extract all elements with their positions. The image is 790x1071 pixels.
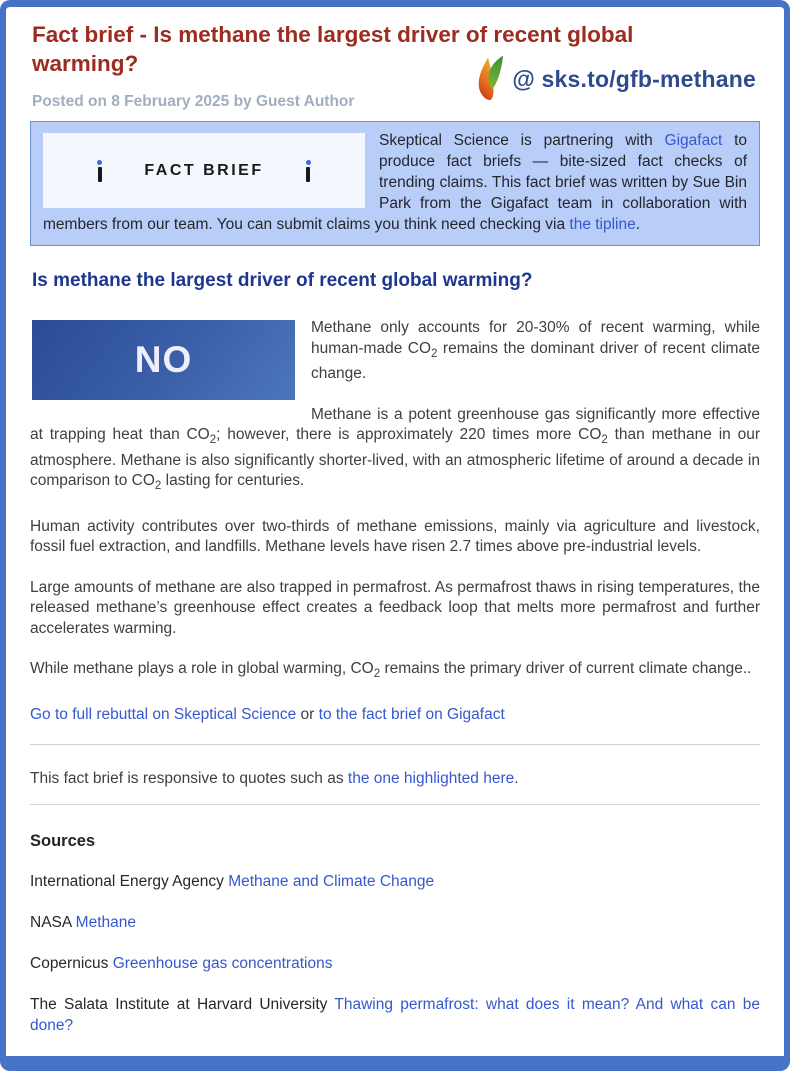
highlighted-quote-link[interactable]: the one highlighted here <box>347 769 515 787</box>
text-segment: . <box>514 769 519 787</box>
text-segment: to produce fact briefs — bite-sized fact checks of trending claims. This fact brief was written by Sue Bin Park from the Gigafact team in collaboration with members from our team. You can submit claims you think need checking via <box>43 132 747 234</box>
divider <box>30 804 760 805</box>
paragraph-conclusion <box>30 659 760 685</box>
question-heading: Is methane the largest driver of recent global warming? <box>32 270 533 292</box>
text-segment: ; however, there is approximately 220 times more CO <box>216 426 602 444</box>
text-segment: While methane plays a role in global warming, CO <box>30 660 374 678</box>
paragraph-methane-potency <box>30 405 760 497</box>
source-item-nasa <box>30 912 760 933</box>
text-segment: Large amounts of methane are also trapped in permafrost. As permafrost thaws in rising temperatures, the released methane’s greenhouse effect creates a feedback loop that melts more permafrost and further accelerates warming. <box>30 578 760 637</box>
subscript: 2 <box>373 668 381 681</box>
copernicus-source-link[interactable]: Greenhouse gas concentrations <box>112 955 333 972</box>
gigafact-brief-link[interactable]: to the fact brief on Gigafact <box>318 706 505 723</box>
rebuttal-links-line <box>30 705 760 726</box>
text-segment: remains the primary driver of current climate change.. <box>380 660 752 678</box>
paragraph-human-activity <box>30 517 760 558</box>
text-segment: The Salata Institute at Harvard University <box>30 996 335 1013</box>
text-segment: . <box>635 216 641 234</box>
text-segment: remains the dominant driver of recent climate change. <box>311 339 760 383</box>
byline: Posted on 8 February 2025 by Guest Author <box>32 93 355 111</box>
text-segment: Skeptical Science is partnering with <box>379 132 665 150</box>
verdict-no-badge <box>32 320 295 400</box>
text-segment: or <box>296 706 319 723</box>
share-badge <box>475 55 756 103</box>
subscript: 2 <box>209 434 217 447</box>
paragraph-permafrost <box>30 578 760 640</box>
fact-brief-label: FACT BRIEF <box>144 162 264 180</box>
source-item-salata <box>30 994 760 1036</box>
text-segment: than methane in our atmosphere. Methane is also significantly shorter-lived, with an atmospheric lifetime of around a decade in comparison to CO <box>30 426 760 490</box>
text-segment: Human activity contributes over two-thirds of methane emissions, mainly via agriculture and livestock, fossil fuel extraction, and landfills. Methane levels have risen 2.7 times above pre-industrial levels. <box>30 517 760 556</box>
nasa-source-link[interactable]: Methane <box>75 914 136 931</box>
fact-brief-box <box>30 121 760 246</box>
quote-responsive-note <box>30 769 760 790</box>
rebuttal-link[interactable]: Go to full rebuttal on Skeptical Science <box>30 706 297 723</box>
source-item-iea <box>30 871 760 892</box>
text-segment: NASA <box>30 914 76 931</box>
flame-logo-icon <box>475 55 505 103</box>
info-i-icon <box>306 160 311 182</box>
article-title: Fact brief - Is methane the largest driver of recent global warming? <box>32 22 634 76</box>
subscript: 2 <box>431 347 438 360</box>
text-segment: lasting for centuries. <box>161 472 305 490</box>
text-segment: Copernicus <box>30 955 113 972</box>
info-i-icon <box>97 160 102 182</box>
source-item-copernicus <box>30 953 760 974</box>
gigafact-link[interactable]: Gigafact <box>664 132 723 150</box>
text-segment: International Energy Agency <box>30 873 229 890</box>
verdict-label: NO <box>134 339 193 381</box>
subscript: 2 <box>601 434 608 447</box>
text-segment: Methane is a potent greenhouse gas significantly more effective at trapping heat than CO <box>30 405 760 444</box>
text-segment: This fact brief is responsive to quotes such as <box>30 769 348 787</box>
subscript: 2 <box>154 480 162 493</box>
salata-source-link[interactable]: Thawing permafrost: what does it mean? And what can be done? <box>30 996 761 1034</box>
divider <box>30 744 760 745</box>
article-body <box>30 318 760 725</box>
fact-brief-logo <box>43 133 365 208</box>
tipline-link[interactable]: the tipline <box>569 216 636 234</box>
sources-heading: Sources <box>30 832 96 850</box>
text-segment: Methane only accounts for 20-30% of recent warming, while human-made CO <box>311 319 760 357</box>
share-shortlink: @ sks.to/gfb-methane <box>512 65 756 92</box>
iea-source-link[interactable]: Methane and Climate Change <box>228 873 435 890</box>
